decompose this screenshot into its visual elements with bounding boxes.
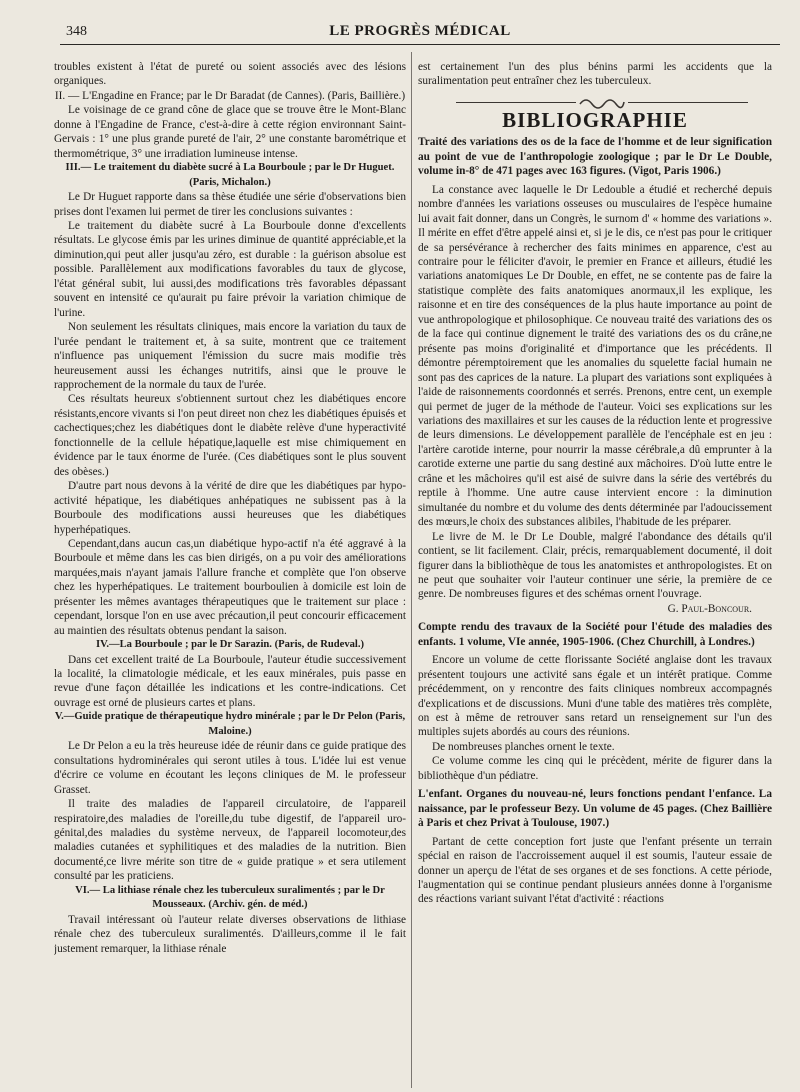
- section-heading: V.—Guide pratique de thérapeutique hydro minérale ; par le Dr Pelon (Paris, Maloine.): [54, 711, 406, 737]
- running-header: [60, 18, 780, 45]
- section-heading: IV.—La Bourboule ; par le Dr Sarazin. (Paris, de Rudeval.): [95, 639, 365, 651]
- paragraph: D'autre part nous devons à la vérité de dire que les diabétiques par hypo-activité hépatique, les diabétiques anhépatiques ne subissent pas à la Bourboule des modifications aussi heureuses que les diabétiques hyperhépatiques.: [54, 480, 406, 536]
- section-heading: II. — L'Engadine en France; par le Dr Baradat (de Cannes). (Paris, Baillière.): [54, 89, 406, 102]
- bibliography-heading: BIBLIOGRAPHIE: [502, 107, 688, 132]
- section-heading: III.— Le traitement du diabète sucré à La Bourboule ; par le Dr Huguet. (Paris, Michalon.): [65, 162, 395, 188]
- paragraph: troubles existent à l'état de pureté ou soient associés avec des lésions organiques.: [54, 61, 406, 88]
- paragraph: Cependant,dans aucun cas,un diabétique hypo-actif n'a été aggravé à la Bourboule et même dans les cas bien dirigés, on a pu voir des améliorations marquées,mais n'ayant jamais l'allure franche et complète que l'on observe chez les hyperhépatiques. Le traitement bourboulien à domicile est loin de présenter les mêmes avantages thérapeutiques que le traitement sur place : cependant, lorsque l'on en use avec précaution,il peut concourir efficacement au maintien des résultats obtenus pendant la saison.: [54, 537, 406, 637]
- paragraph: Le Dr Pelon a eu la très heureuse idée de réunir dans ce guide pratique des consultations hydrominérales qui seront utiles à tous. L'idée lui est venue d'écrire ce volume en écoutant les leçons cliniques de M. le professeur Grasset.: [54, 740, 406, 796]
- paragraph: La constance avec laquelle le Dr Ledouble a étudié et recherché depuis nombre d'années les variations osseuses ou musculaires de l'espèce humaine lui avait fait donner, dans un Congrès, le surnom d' « homme des variations ». Il mérite en effet d'être appelé ainsi et, si je le dis, ce n'est pas pour le critiquer de sa persévérance à rechercher des faits minimes en apparence, c'est au contraire pour le féliciter d'avoir, le premier en France et ailleurs, étudié les variations anatomiques Le Dr Double, en effet, ne se contente pas de faire la statistique complète des faits anatomiques anormaux,il les explique, les raisonne et en tire des conséquences de la plus haute importance au point de vue anthropologique et philosophique. Ce nouveau traité des variations des os de la face qui continue dignement le traité des variations des os du crâne,ne présente pas moins d'originalité et d'importance que les précédents. Il démontre péremptoirement que les anomalies du squelette facial humain ne sont pas des caprices de la nature. La plupart des variations sont expliquées à l'aide de raisonnements coordonnés et serrés. Prenons, entre cent, un exemple qui permet de juger de la méthode de l'auteur. Voici ses explications sur les variations des maxillaires et sur les causes de la réduction lente et progressive de leurs dimensions. Le développement parallèle de l'encéphale est en jeu : l'artère carotide interne, pour nourrir la masse cérébrale,a dû emprunter à la carotide externe une partie du sang destiné aux mâchoires. D'où lutte entre le crâne et les mâchoires qu'il est aisé de suivre dans la série des vertébrés du reptile à l'homme. Une autre cause intervient encore : la diminution simultanée du nombre et du volume des dents déterminée par l'adoucissement des mœurs,le choix des substances alibiles, l'habitude de les préparer.: [418, 183, 772, 529]
- paragraph: Non seulement les résultats cliniques, mais encore la variation du taux de l'urée pendant le traitement et, à sa suite, montrent que ce traitement n'influence pas uniquement l'émission du sucre mais modifie très heureusement aussi les échanges nutritifs, ainsi que le prouve le rapprochement de la normale du taux de l'urée.: [54, 321, 406, 391]
- page-number: 348: [66, 24, 87, 39]
- paragraph: Ces résultats heureux s'obtiennent surtout chez les diabétiques encore résistants,encore vivants si l'on peut direet non chez les diabétiques épuisés et cachectiques;chez les diabétiques dont le diabète relève d'une hyperactivité fonctionnelle de la cellule hépatique,laquelle est mise chimiquement en évidence par le taux énorme de l'urée. (Ces diabétiques sont le plus souvent des obèses.): [54, 393, 406, 478]
- paragraph: Travail intéressant où l'auteur relate diverses observations de lithiase rénale chez des tuberculeux suralimentés. D'ailleurs,comme il le fait justement remarquer, la lithiase rénale: [54, 913, 406, 955]
- paragraph: Partant de cette conception fort juste que l'enfant présente un terrain spécial en raison de l'accroissement auquel il est soumis, l'auteur essaie de donner un aperçu de l'état de ses organes et de ses fonctions. A cette période, l'augmentation qui se continue pendant plusieurs années donne à l'organisme des réactions variant suivant l'état d'activité : réactions: [418, 835, 772, 906]
- paragraph: Le livre de M. le Dr Le Double, malgré l'abondance des détails qu'il contient, se lit facilement. Clair, précis, remarquablement documenté, il doit figurer dans la bibliothèque de tous les anatomistes et anthropologistes. Et on ne peut que souhaiter voir l'auteur continuer une série, la première de ce genre. De nombreuses figures et des schémas ornent l'ouvrage.: [418, 530, 772, 601]
- paragraph: Ce volume comme les cinq qui le précèdent, mérite de figurer dans la bibliothèque d'un pédiatre.: [418, 755, 772, 782]
- left-column: [54, 60, 406, 1088]
- section-heading: VI.— La lithiase rénale chez les tuberculeux suralimentés ; par le Dr Mousseaux. (Archiv. gén. de méd.): [75, 884, 385, 911]
- paragraph: Encore un volume de cette florissante Société anglaise dont les travaux présentent toujours une activité sans égale et un intérêt pratique. Comme précédemment, on y rencontre des faits cliniques nombreux accompagnés d'explications et de discussions. Muni d'une table des matières très complète, on est à même de retrouver sans retard un renseignement sur l'un des multiples sujets abordés au cours des réunions.: [418, 654, 772, 739]
- paragraph: Il traite des maladies de l'appareil circulatoire, de l'appareil respiratoire,des maladies de l'oreille,du tube digestif, de l'appareil uro-génital,des maladies du système nerveux, de l'appareil locomoteur,des maladies cutanées et syphilitiques et des maladies de la nutrition. Bien documenté,ce livre mérite son titre de « guide pratique » et sera utilement consulté par les praticiens.: [54, 798, 406, 883]
- review-title: Traité des variations des os de la face de l'homme et de leur signification au point de vue de l'anthropologie zoologique ; par le Dr Le Double, volume in-8° de 471 pages avec 163 figures. (Vigot, Paris 1906.): [418, 136, 772, 178]
- right-column: [418, 60, 772, 1088]
- flourish-icon: [578, 94, 626, 110]
- paragraph: Le traitement du diabète sucré à La Bourboule donne d'excellents résultats. Le glycose émis par les urines diminue de quantité appréciable,et la diminution,qui peut aller jusqu'au zéro, est durable : la guérison absolue est possible. Parallèlement aux modifications favorables du taux de glycose, l'état général subit, lui aussi,des modifications très favorables dépassant souvent en intensité ce qu'aurait pu faire prévoir la variation chimique de l'urine.: [54, 219, 406, 319]
- paragraph: De nombreuses planches ornent le texte.: [432, 740, 615, 753]
- review-title: L'enfant. Organes du nouveau-né, leurs fonctions pendant l'enfance. La naissance, par le professeur Bezy. Un volume de 45 pages. (Chez Baillière à Paris et chez Privat à Toulouse, 1907.): [418, 788, 772, 830]
- review-title: Compte rendu des travaux de la Société pour l'étude des maladies des enfants. 1 volume, VIe année, 1905-1906. (Chez Churchill, à Londres.): [418, 621, 772, 648]
- paragraph: est certainement l'un des plus bénins parmi les accidents que la suralimentation peut entraîner chez les tuberculeux.: [418, 61, 772, 88]
- paragraph: Dans cet excellent traité de La Bourboule, l'auteur étudie successivement la localité, la climatologie médicale, et les eaux minérales, puis passe en revue d'une façon détaillée les indications et les contre-indications. Cet ouvrage est orné de plusieurs cartes et plans.: [54, 653, 406, 709]
- author-signature: G. Paul-Boncour.: [667, 602, 752, 615]
- column-divider: [411, 52, 412, 1088]
- ornament-divider: [418, 93, 772, 111]
- paragraph: Le Dr Huguet rapporte dans sa thèse étudiée une série d'observations bien prises dont l'examen lui permet de tirer les conclusions suivantes :: [54, 191, 406, 218]
- paragraph: Le voisinage de ce grand cône de glace que se trouve être le Mont-Blanc donne à l'Engadine de France, c'est-à-dire à cette région environnant Saint-Gervais : 1° une plus grande pureté de l'air, 2° une constante barométrique et thermométrique, 3° une irradiation lumineuse intense.: [54, 104, 406, 160]
- journal-title: LE PROGRÈS MÉDICAL: [329, 23, 511, 39]
